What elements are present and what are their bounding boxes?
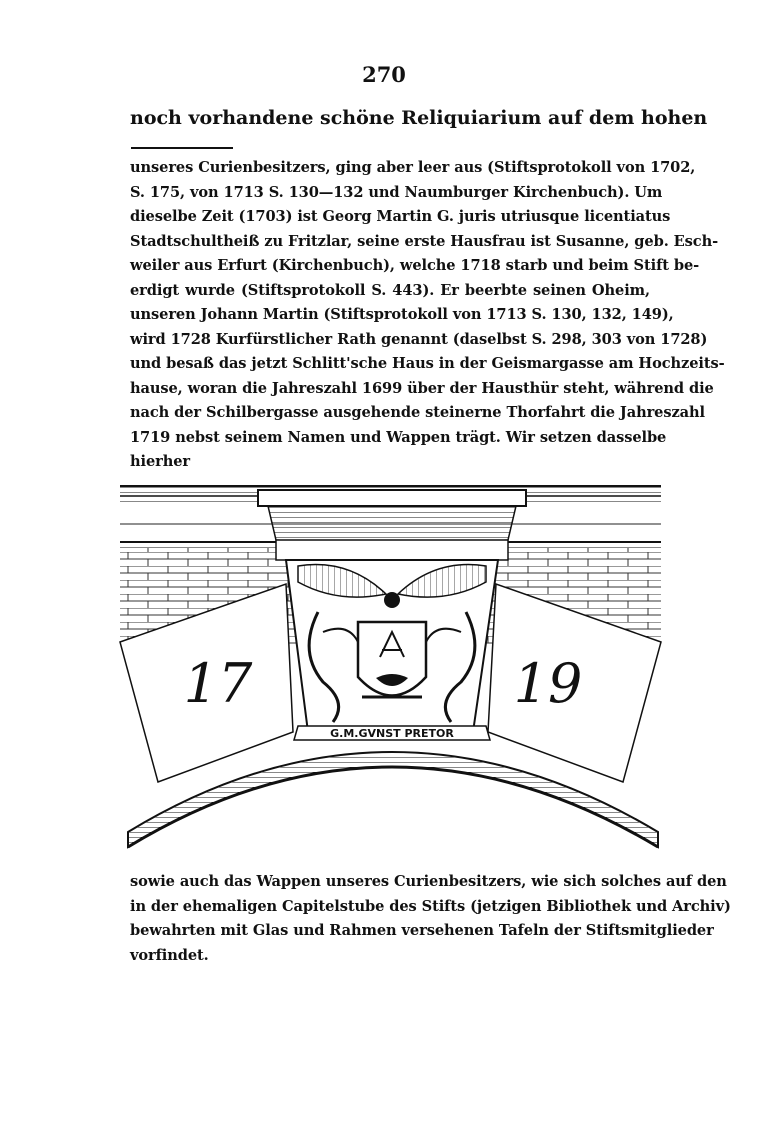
inscription-banner (294, 726, 490, 740)
text-line: vorfindet. (130, 946, 209, 964)
paragraph-bottom (130, 870, 731, 968)
keystone-capital (258, 490, 526, 560)
banner-inscription: G.M.GVNST PRETOR (330, 727, 454, 740)
text-line: hause, woran die Jahreszahl 1699 über der Hausthür steht, während die (130, 379, 714, 397)
text-line: 1719 nebst seinem Namen und Wappen trägt. Wir setzen dasselbe (130, 428, 667, 446)
separator-rule (131, 147, 233, 149)
text-line: und besaß das jetzt Schlitt'sche Haus in der Geismargasse am Hochzeits- (130, 355, 725, 372)
gateway-keystone-illustration (118, 482, 663, 852)
text-line: unseres Curienbesitzers, ging aber leer aus (Stiftsprotokoll von 1702, (130, 159, 696, 176)
paragraph-top (130, 156, 725, 475)
text-line: erdigt wurde (Stiftsprotokoll S. 443). Er beerbte seinen Oheim, (130, 281, 650, 299)
year-digits-left: 17 (183, 652, 253, 715)
text-line: in der ehemaligen Capitelstube des Stifts (jetzigen Bibliothek und Archiv) (130, 897, 731, 915)
year-digits-right: 19 (513, 652, 583, 715)
text-line: Stadtschultheiß zu Fritzlar, seine erste Hausfrau ist Susanne, geb. Esch- (130, 232, 719, 250)
text-line: unseren Johann Martin (Stiftsprotokoll von 1713 S. 130, 132, 149), (130, 306, 674, 323)
keystone (286, 560, 498, 732)
text-line: bewahrten mit Glas und Rahmen versehenen Tafeln der Stiftsmitglieder (130, 922, 714, 939)
text-line: S. 175, von 1713 S. 130—132 und Naumburger Kirchenbuch). Um (130, 183, 663, 201)
text-line: wird 1728 Kurfürstlicher Rath genannt (daselbst S. 298, 303 von 1728) (130, 330, 708, 348)
text-line: dieselbe Zeit (1703) ist Georg Martin G. juris utriusque licentiatus (130, 208, 671, 225)
text-line: weiler aus Erfurt (Kirchenbuch), welche 1718 starb und beim Stift be- (130, 257, 700, 274)
text-line: hierher (130, 453, 191, 470)
text-line: nach der Schilbergasse ausgehende steinerne Thorfahrt die Jahreszahl (130, 404, 705, 421)
text-line: sowie auch das Wappen unseres Curienbesitzers, wie sich solches auf den (130, 873, 727, 890)
running-catchword: noch vorhandene schöne Reliquiarium auf dem hohen (130, 107, 708, 129)
page-number: 270 (362, 62, 406, 87)
